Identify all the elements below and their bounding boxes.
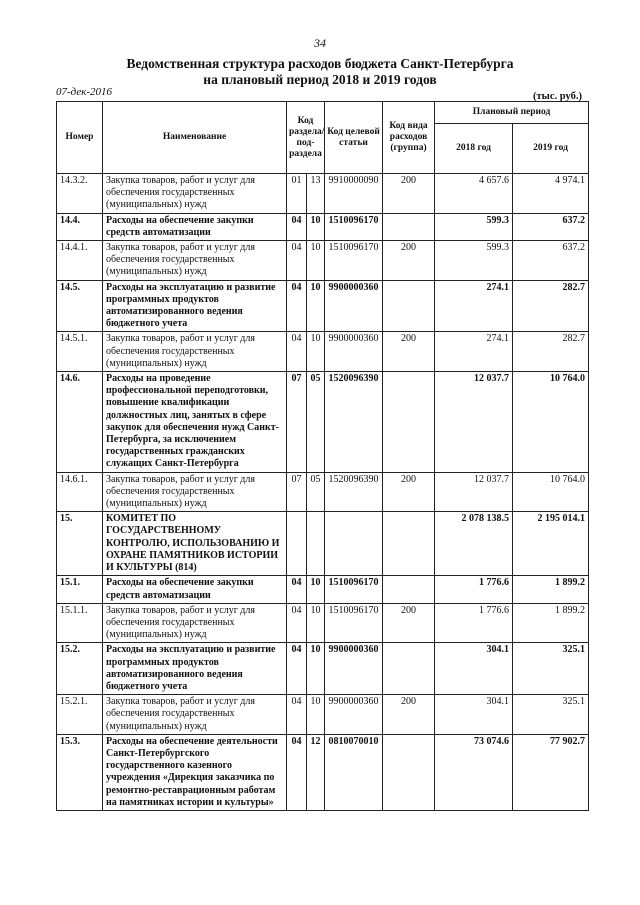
row-value-2018: 2 078 138.5 [435, 512, 513, 576]
row-number: 15.1. [57, 576, 103, 603]
row-group-code [383, 512, 435, 576]
row-section: 04 [287, 280, 307, 332]
row-subsection: 05 [307, 372, 325, 473]
row-name: Закупка товаров, работ и услуг для обеспечения государственных (муниципальных) нужд [103, 332, 287, 372]
row-name: Расходы на обеспечение закупки средств автоматизации [103, 576, 287, 603]
row-subsection: 10 [307, 332, 325, 372]
row-section: 04 [287, 643, 307, 695]
row-section: 07 [287, 472, 307, 512]
row-name: Закупка товаров, работ и услуг для обеспечения государственных (муниципальных) нужд [103, 603, 287, 643]
row-value-2018: 304.1 [435, 695, 513, 735]
row-section: 04 [287, 241, 307, 281]
row-value-2019: 10 764.0 [513, 472, 589, 512]
row-value-2018: 274.1 [435, 332, 513, 372]
row-number: 14.4. [57, 213, 103, 240]
row-value-2018: 1 776.6 [435, 576, 513, 603]
row-group-code: 200 [383, 472, 435, 512]
row-name: Расходы на проведение профессиональной переподготовки, повышение квалификации должностных лиц, занятых в сфере закупок для обеспечения нужд Санкт-Петербурга, за исключением государственных гражданских служащих Санкт-Петербурга [103, 372, 287, 473]
row-subsection: 10 [307, 603, 325, 643]
row-group-code [383, 213, 435, 240]
row-subsection: 10 [307, 280, 325, 332]
units-label: (тыс. руб.) [533, 91, 582, 102]
row-value-2019: 282.7 [513, 280, 589, 332]
table-row [57, 576, 589, 603]
row-name: Расходы на эксплуатацию и развитие программных продуктов автоматизированного ведения бюджетного учета [103, 643, 287, 695]
row-group-code: 200 [383, 241, 435, 281]
row-target-code: 9900000360 [325, 280, 383, 332]
row-target-code: 9910000090 [325, 174, 383, 214]
header-name: Наименование [103, 102, 287, 174]
row-value-2019: 282.7 [513, 332, 589, 372]
row-number: 14.5.1. [57, 332, 103, 372]
table-row [57, 241, 589, 281]
table-row [57, 472, 589, 512]
header-year-2018: 2018 год [435, 124, 513, 174]
row-section: 04 [287, 734, 307, 810]
title-line-2: на плановый период 2018 и 2019 годов [203, 72, 437, 87]
row-name: Закупка товаров, работ и услуг для обеспечения государственных (муниципальных) нужд [103, 174, 287, 214]
row-subsection [307, 512, 325, 576]
row-value-2019: 325.1 [513, 643, 589, 695]
row-name: Закупка товаров, работ и услуг для обеспечения государственных (муниципальных) нужд [103, 695, 287, 735]
header-number: Номер [57, 102, 103, 174]
row-value-2019: 637.2 [513, 213, 589, 240]
table-row [57, 213, 589, 240]
row-subsection: 10 [307, 241, 325, 281]
title-line-1: Ведомственная структура расходов бюджета Санкт-Петербурга [126, 56, 514, 71]
document-title [0, 56, 640, 88]
row-number: 15.3. [57, 734, 103, 810]
row-target-code: 1510096170 [325, 213, 383, 240]
row-target-code: 1510096170 [325, 603, 383, 643]
row-group-code [383, 280, 435, 332]
row-name: Закупка товаров, работ и услуг для обеспечения государственных (муниципальных) нужд [103, 472, 287, 512]
row-number: 14.5. [57, 280, 103, 332]
table-row [57, 512, 589, 576]
row-value-2019: 77 902.7 [513, 734, 589, 810]
header-group-code: Код вида расходов (группа) [383, 102, 435, 174]
row-name: КОМИТЕТ ПО ГОСУДАРСТВЕННОМУ КОНТРОЛЮ, ИСПОЛЬЗОВАНИЮ И ОХРАНЕ ПАМЯТНИКОВ ИСТОРИИ И КУЛЬТУРЫ (814) [103, 512, 287, 576]
row-subsection: 10 [307, 576, 325, 603]
row-section: 07 [287, 372, 307, 473]
row-section [287, 512, 307, 576]
row-target-code: 9900000360 [325, 332, 383, 372]
row-name: Расходы на эксплуатацию и развитие программных продуктов автоматизированного ведения бюджетного учета [103, 280, 287, 332]
row-value-2019: 637.2 [513, 241, 589, 281]
row-section: 04 [287, 332, 307, 372]
row-group-code [383, 734, 435, 810]
row-number: 15.2. [57, 643, 103, 695]
expenditure-table [56, 101, 589, 811]
table-row [57, 372, 589, 473]
table-body [57, 174, 589, 811]
row-section: 04 [287, 213, 307, 240]
row-value-2018: 304.1 [435, 643, 513, 695]
row-value-2019: 325.1 [513, 695, 589, 735]
row-value-2019: 10 764.0 [513, 372, 589, 473]
row-subsection: 05 [307, 472, 325, 512]
row-subsection: 13 [307, 174, 325, 214]
table-row [57, 280, 589, 332]
row-value-2018: 73 074.6 [435, 734, 513, 810]
table-row [57, 603, 589, 643]
row-value-2019: 4 974.1 [513, 174, 589, 214]
row-target-code: 9900000360 [325, 695, 383, 735]
table-row [57, 734, 589, 810]
row-group-code [383, 372, 435, 473]
row-value-2019: 1 899.2 [513, 603, 589, 643]
row-section: 04 [287, 576, 307, 603]
row-target-code: 1520096390 [325, 472, 383, 512]
row-value-2018: 12 037.7 [435, 472, 513, 512]
row-value-2019: 1 899.2 [513, 576, 589, 603]
row-section: 04 [287, 695, 307, 735]
table-row [57, 332, 589, 372]
row-number: 14.6. [57, 372, 103, 473]
row-section: 04 [287, 603, 307, 643]
row-value-2019: 2 195 014.1 [513, 512, 589, 576]
row-subsection: 10 [307, 643, 325, 695]
row-target-code [325, 512, 383, 576]
row-target-code: 1510096170 [325, 241, 383, 281]
row-number: 15. [57, 512, 103, 576]
row-value-2018: 274.1 [435, 280, 513, 332]
row-number: 14.6.1. [57, 472, 103, 512]
row-group-code [383, 576, 435, 603]
row-number: 15.1.1. [57, 603, 103, 643]
document-date: 07-дек-2016 [56, 86, 113, 98]
header-year-2019: 2019 год [513, 124, 589, 174]
header-planned-period: Плановый период [435, 102, 589, 124]
row-target-code: 0810070010 [325, 734, 383, 810]
row-number: 15.2.1. [57, 695, 103, 735]
row-value-2018: 1 776.6 [435, 603, 513, 643]
row-group-code: 200 [383, 332, 435, 372]
table-row [57, 174, 589, 214]
row-group-code [383, 643, 435, 695]
row-subsection: 12 [307, 734, 325, 810]
row-value-2018: 599.3 [435, 241, 513, 281]
row-group-code: 200 [383, 603, 435, 643]
row-value-2018: 599.3 [435, 213, 513, 240]
row-number: 14.4.1. [57, 241, 103, 281]
row-value-2018: 12 037.7 [435, 372, 513, 473]
table-row [57, 695, 589, 735]
row-name: Закупка товаров, работ и услуг для обеспечения государственных (муниципальных) нужд [103, 241, 287, 281]
row-number: 14.3.2. [57, 174, 103, 214]
row-value-2018: 4 657.6 [435, 174, 513, 214]
row-subsection: 10 [307, 213, 325, 240]
row-target-code: 1510096170 [325, 576, 383, 603]
row-name: Расходы на обеспечение закупки средств автоматизации [103, 213, 287, 240]
row-subsection: 10 [307, 695, 325, 735]
table-row [57, 643, 589, 695]
row-group-code: 200 [383, 695, 435, 735]
row-target-code: 9900000360 [325, 643, 383, 695]
row-group-code: 200 [383, 174, 435, 214]
row-target-code: 1520096390 [325, 372, 383, 473]
header-section-code: Код раздела/ под- раздела [287, 102, 325, 174]
page-number: 34 [314, 36, 326, 50]
row-section: 01 [287, 174, 307, 214]
header-target-code: Код целевой статьи [325, 102, 383, 174]
row-name: Расходы на обеспечение деятельности Санкт-Петербургского государственного казенного учреждения «Дирекция заказчика по ремонтно-реставрационным работам на памятниках истории и культуры» [103, 734, 287, 810]
